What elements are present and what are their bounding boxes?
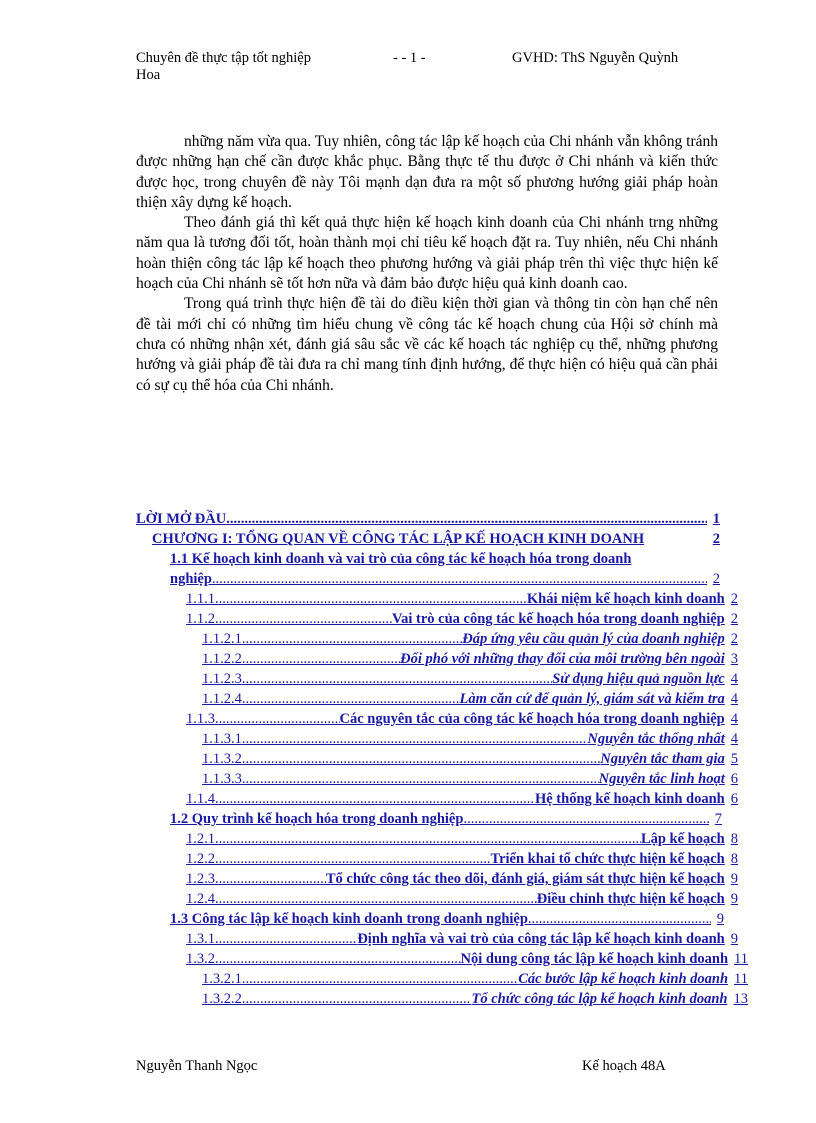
toc-page: 11 <box>734 951 748 967</box>
header-page-number: - - 1 - <box>393 50 426 66</box>
toc-label: 1.1.3.3 <box>202 771 242 787</box>
toc-entry-1-3-2-2[interactable] <box>202 991 748 1008</box>
toc-title: Nguyên tắc thống nhất <box>587 731 725 747</box>
toc-title: Sử dụng hiệu quả nguồn lực <box>552 671 725 687</box>
toc-entry-1-1-3-2[interactable] <box>202 751 738 768</box>
toc-entry-1-3-1[interactable] <box>186 931 738 948</box>
toc-entry-1-2[interactable] <box>170 811 722 828</box>
toc-entry-1-1-3[interactable] <box>186 711 738 728</box>
toc-entry-1-1-1[interactable] <box>186 591 738 608</box>
paragraph: những năm vừa qua. Tuy nhiên, công tác lập kế hoạch của Chi nhánh vẫn không tránh được những hạn chế cần được khắc phục. Bằng thực tế thu được ở Chi nhánh và kiến thức được học, trong chuyên đề này Tôi mạnh dạn đưa ra một số phương hướng giải pháp hoàn thiện xây dựng kế hoạch. <box>136 133 718 211</box>
toc-title: Đối phó với những thay đổi của môi trường bên ngoài <box>400 651 725 667</box>
toc-label: 1.2.2 <box>186 851 215 867</box>
toc-entry-1-2-1[interactable] <box>186 831 738 848</box>
toc-label: 1.1.2.3 <box>202 671 242 687</box>
toc-page: 2 <box>712 531 720 547</box>
toc-entry-1-2-3[interactable] <box>186 871 738 888</box>
toc-entry-1-3[interactable] <box>170 911 724 928</box>
toc-page: 9 <box>730 871 738 887</box>
toc-entry-1-3-2[interactable] <box>186 951 748 968</box>
toc-entry-1-1-4[interactable] <box>186 791 738 808</box>
toc-title: Nguyên tắc tham gia <box>600 751 725 767</box>
toc-label: 1.1.2.1 <box>202 631 242 647</box>
toc-entry-loi-mo-dau[interactable] <box>136 511 720 528</box>
toc-page: 13 <box>733 991 748 1007</box>
toc-title: Các nguyên tắc của công tác kế hoạch hóa trong doanh nghiệp <box>339 711 725 727</box>
toc-label: nghiệp <box>170 571 212 587</box>
toc-label: 1.1.2.2 <box>202 651 242 667</box>
toc-label: 1.3.1 <box>186 931 215 947</box>
toc-title: Hệ thống kế hoạch kinh doanh <box>534 791 725 807</box>
toc-title: Nội dung công tác lập kế hoạch kinh doanh <box>460 951 729 967</box>
toc-page: 2 <box>730 611 738 627</box>
header-right: GVHD: ThS Nguyễn Quỳnh <box>512 50 679 66</box>
toc-entry-1-1-2-1[interactable] <box>202 631 738 648</box>
toc-entry-1-1-2-4[interactable] <box>202 691 738 708</box>
toc-title: Tổ chức công tác lập kế hoạch kinh doanh <box>471 991 728 1007</box>
toc-label: 1.2.1 <box>186 831 215 847</box>
toc-entry-1-2-2[interactable] <box>186 851 738 868</box>
toc-page: 4 <box>730 671 738 687</box>
toc-page: 4 <box>730 691 738 707</box>
toc-title: Lập kế hoạch <box>640 831 725 847</box>
toc-label: 1.2.3 <box>186 871 215 887</box>
toc-label: 1.1.2.4 <box>202 691 242 707</box>
toc-entry-1-3-2-1[interactable] <box>202 971 748 988</box>
toc-entry-1-1-cont[interactable] <box>170 571 720 588</box>
toc-page: 2 <box>730 591 738 607</box>
toc-label: 1.3.2 <box>186 951 215 967</box>
toc-entry-1-2-4[interactable] <box>186 891 738 908</box>
toc-title: Vai trò của công tác kế hoạch hóa trong doanh nghiệp <box>392 611 725 627</box>
toc-entry-chuong-1[interactable] <box>152 531 720 548</box>
toc-label: 1.2 Quy trình kế hoạch hóa trong doanh nghiệp <box>170 811 464 827</box>
toc-page: 2 <box>730 631 738 647</box>
toc-entry-1-1-2-3[interactable] <box>202 671 738 688</box>
toc-label: 1.1 Kế hoạch kinh doanh và vai trò của công tác kế hoạch hóa trong doanh <box>170 551 632 567</box>
toc-label: 1.1.3 <box>186 711 215 727</box>
toc-page: 8 <box>730 851 738 867</box>
toc-page: 9 <box>730 931 738 947</box>
toc-label: 1.1.3.2 <box>202 751 242 767</box>
toc-label: CHƯƠNG I: TỔNG QUAN VỀ CÔNG TÁC LẬP KẾ HOẠCH KINH DOANH <box>152 531 645 547</box>
toc-entry-1-1[interactable] <box>170 551 700 568</box>
toc-label: LỜI MỞ ĐẦU <box>136 511 227 527</box>
toc-page: 6 <box>730 791 738 807</box>
toc-page: 8 <box>730 831 738 847</box>
toc-title: Triển khai tổ chức thực hiện kế hoạch <box>490 851 725 867</box>
toc-page: 2 <box>712 571 720 587</box>
toc-page: 4 <box>730 731 738 747</box>
toc-label: 1.3.2.1 <box>202 971 242 987</box>
toc-page: 5 <box>730 751 738 767</box>
toc-title: Tổ chức công tác theo dõi, đánh giá, giám sát thực hiện kế hoạch <box>325 871 725 887</box>
toc-title: Đáp ứng yêu cầu quản lý của doanh nghiệp <box>462 631 725 647</box>
toc-page: 9 <box>716 911 724 927</box>
toc-page: 7 <box>714 811 722 827</box>
toc-label: 1.1.2 <box>186 611 215 627</box>
footer-author: Nguyễn Thanh Ngọc <box>136 1058 258 1074</box>
toc-label: 1.1.3.1 <box>202 731 242 747</box>
toc-page: 1 <box>712 511 720 527</box>
toc-label: 1.2.4 <box>186 891 215 907</box>
toc-entry-1-1-3-1[interactable] <box>202 731 738 748</box>
toc-title: Khái niệm kế hoạch kinh doanh <box>526 591 725 607</box>
toc-label: 1.1.4 <box>186 791 215 807</box>
toc-entry-1-1-2[interactable] <box>186 611 738 628</box>
toc-page: 4 <box>730 711 738 727</box>
body-text <box>136 132 718 396</box>
toc-label: 1.3 Công tác lập kế hoạch kinh doanh trong doanh nghiệp <box>170 911 528 927</box>
toc-title: Định nghĩa và vai trò của công tác lập kế hoạch kinh doanh <box>357 931 725 947</box>
toc-page: 6 <box>730 771 738 787</box>
footer-class: Kế hoạch 48A <box>582 1058 666 1074</box>
toc-page: 9 <box>730 891 738 907</box>
header-left: Chuyên đề thực tập tốt nghiệp <box>136 50 311 66</box>
header-right-wrap: Hoa <box>136 67 161 83</box>
toc-entry-1-1-2-2[interactable] <box>202 651 738 668</box>
toc-title: Điều chỉnh thực hiện kế hoạch <box>536 891 725 907</box>
paragraph: Theo đánh giá thì kết quả thực hiện kế hoạch kinh doanh của Chi nhánh trng những năm qua là tương đối tốt, hoàn thành mọi chỉ tiêu kế hoạch đặt ra. Tuy nhiên, nếu Chi nhánh hoàn thiện công tác lập kế hoạch theo phương hướng và giải pháp trên thì việc thực hiện kế hoạch của Chi nhánh sẽ tốt hơn nữa và đảm bảo được hiệu quả kinh doanh cao. <box>136 214 718 293</box>
toc-title: Các bước lập kế hoạch kinh doanh <box>518 971 729 987</box>
toc-label: 1.1.1 <box>186 591 215 607</box>
toc-title: Nguyên tắc linh hoạt <box>598 771 725 787</box>
toc-label: 1.3.2.2 <box>202 991 242 1007</box>
toc-page: 3 <box>730 651 738 667</box>
paragraph: Trong quá trình thực hiện đề tài do điều kiện thời gian và thông tin còn hạn chế nên đề tài mới chỉ có những tìm hiểu chung về công tác kế hoạch chung của Hội sở chính mà chưa có những nhận xét, đánh giá sâu sắc về các kế hoạch tác nghiệp cụ thể, những phương hướng và giải pháp đề tài đưa ra chỉ mang tính định hướng, để thực hiện có hiệu quả cần phải có sự cụ thể hóa của Chi nhánh. <box>136 295 718 394</box>
toc-page: 11 <box>734 971 748 987</box>
toc-title: Làm căn cứ để quản lý, giám sát và kiểm tra <box>459 691 725 707</box>
toc-entry-1-1-3-3[interactable] <box>202 771 738 788</box>
